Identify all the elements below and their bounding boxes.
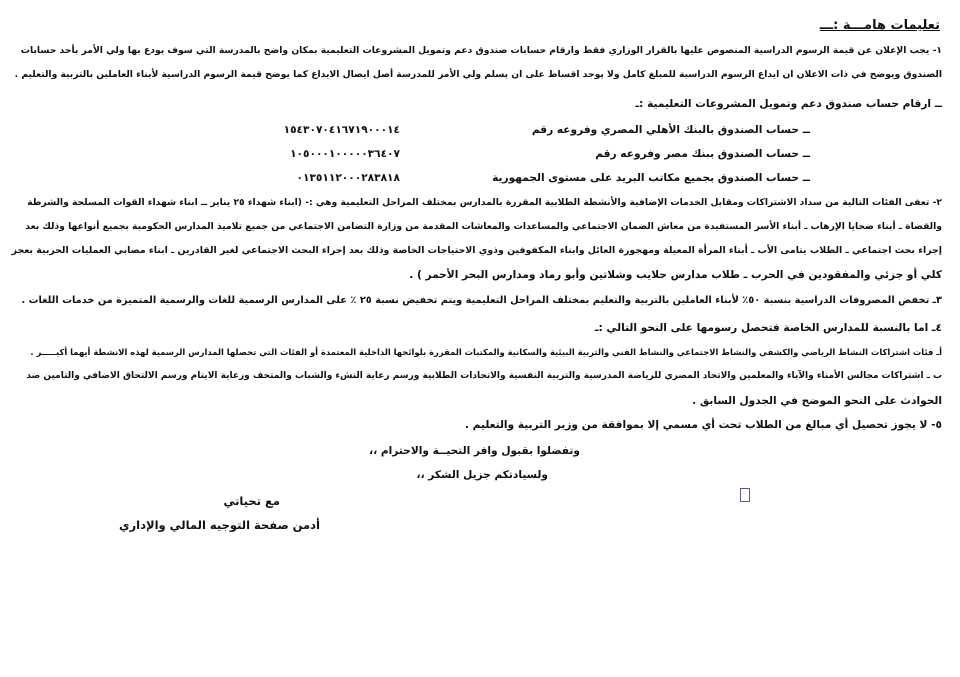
closing-regards: وتفضلوا بقبول وافر التحيــة والاحترام ،، — [369, 445, 580, 457]
item4-a: أـ فئات اشتراكات النشاط الرياضي والكشفي والنشاط الاجتماعي والنشاط الفني والتربية البيئية والسكانية والمكتبات المقررة بلوائحها الداخلية المعتمدة أو الفئات التي تحصلها المدارس الرسمية لهذه الانشطة أيهما أكبـــــر . — [30, 347, 942, 357]
item2-line1: ٢- تعفى الفئات التالية من سداد الاشتراكات ومقابل الخدمات الإضافية والأنشطة الطلابية المقررة بالمدارس بمختلف المراحل التعليمية وهي :- (ابناء شهداء ٢٥ يناير ــ ابناء شهداء القوات المسلحة والشرطة — [27, 197, 942, 208]
item4-b-line1: ب ـ اشتراكات مجالس الأمناء والآباء والمعلمين والاتحاد المصري للرياضة المدرسية والتربية النفسية والاتحادات الطلابية ورسم رعاية النشء والشباب والمتحف ورعاية الايتام ورسم الالتحاق الاضافي والتامين ضد — [26, 371, 942, 381]
signature-name: أدمن صفحة التوجيه المالي والإداري — [119, 518, 320, 532]
account-label: ــ حساب الصندوق بجميع مكاتب البريد على مستوى الجمهورية — [492, 172, 810, 184]
account-number: ١٥٤٣٠٧٠٤١٦٧١٩٠٠٠١٤ — [283, 124, 400, 136]
account-label: ــ حساب الصندوق بالبنك الأهلي المصري وفروعه رقم — [531, 124, 810, 136]
item1-line1: ١- يجب الإعلان عن قيمة الرسوم الدراسية المنصوص عليها بالقرار الوزاري فقط وارقام حسابات صندوق دعم وتمويل المشروعات التعليمية بمكان واضح بالمدرسة التي سوف يودع بها ولي الأمر بأحد حسابات — [20, 45, 942, 56]
item1-line2: الصندوق ويوضح في ذات الاعلان ان ايداع الرسوم الدراسية للمبلغ كامل ولا يوجد اقساط على ان يسلم ولي الأمر للمدرسة أصل ايصال الايداع كما يوضح قيمة الرسوم الدراسية لأبناء العاملين بالتربية والتعليم . — [14, 69, 942, 80]
item2-line4: كلي أو جزئي والمفقودين في الحرب ـ طلاب مدارس حلايب وشلاتين وأبو رماد ومدارس البحر الأحمر ) . — [409, 269, 942, 281]
item5: ٥- لا يجوز تحصيل أي مبالغ من الطلاب تحت أي مسمي إلا بموافقة من وزير التربية والتعليم . — [464, 419, 942, 431]
item4-b-line2: الحوادث على النحو الموضح في الجدول السابق . — [692, 395, 942, 407]
signature-greeting: مع تحياتي — [223, 494, 280, 508]
item2-line2: والقضاة ـ أبناء ضحايا الإرهاب ـ أبناء الأسر المستفيدة من معاش الضمان الاجتماعي والمساعدات والمعاشات المقدمة من وزارة التضامن الاجتماعي من جميع تلاميذ المدارس الحكومية بجميع أنواعها وذلك بعد — [25, 221, 942, 232]
item3: ٣ـ تخفض المصروفات الدراسية بنسبة ٥٠٪ لأبناء العاملين بالتربية والتعليم بمختلف المراحل التعليمية ويتم تخفيض نسبة ٢٥ ٪ على المدارس الرسمية للغات والرسمية المتميزة من خدمات اللغات . — [21, 295, 942, 306]
account-label: ــ حساب الصندوق ببنك مصر وفروعه رقم — [595, 148, 810, 160]
page-title: تعليمات هامـــة :ـــ — [819, 18, 940, 33]
closing-thanks: ولسيادتكم جزيل الشكر ،، — [416, 469, 548, 481]
account-number: ١٠٥٠٠٠١٠٠٠٠٠٣٦٤٠٧ — [290, 148, 400, 160]
item2-line3: إجراء بحث اجتماعي ـ الطلاب يتامى الأب ـ أبناء المرأة المعيلة ومهجورة العائل وابناء المكفوفين وذوي الاحتياجات الخاصة وذلك بعد إجراء البحث الاجتماعي لغير القادرين ـ ابناء مصابي العمليات الحربية بعجز — [11, 245, 942, 256]
checkbox-mark — [740, 488, 750, 502]
accounts-header: ــ ارقام حساب صندوق دعم وتمويل المشروعات التعليمية :ـ — [635, 98, 942, 110]
account-number: ٠١٣٥١١٢٠٠٠٢٨٣٨١٨ — [296, 172, 400, 184]
item4-header: ٤ـ اما بالنسبة للمدارس الخاصة فتحصل رسومها على النحو التالي :ـ — [594, 322, 942, 334]
